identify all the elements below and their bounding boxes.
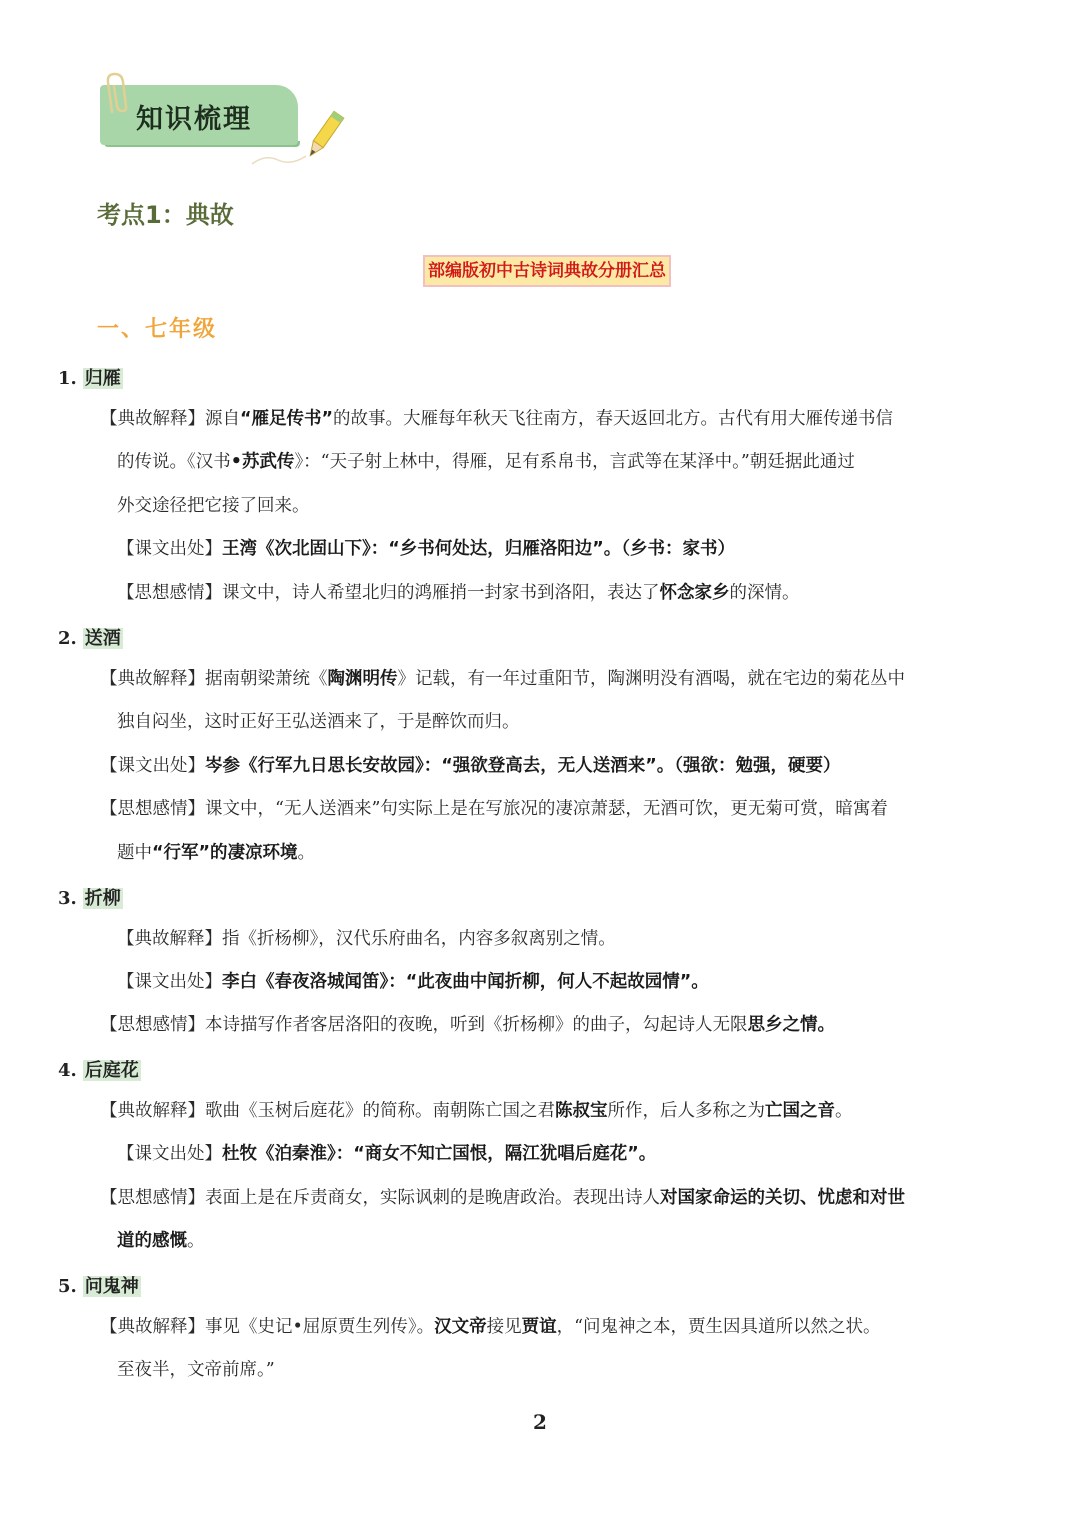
- text-line: 【思想感情】表面上是在斥责商女，实际讽刺的是晚唐政治。表现出诗人对国家命运的关切、忧虑和对世: [100, 1188, 905, 1208]
- text-line: 【典故解释】事见《史记•屈原贾生列传》。汉文帝接见贾谊，“问鬼神之本，贾生因具道所以然之状。: [100, 1317, 881, 1337]
- item-number: 4.: [58, 1060, 77, 1081]
- grade-heading: 一、七年级: [97, 317, 218, 342]
- item-title: 后庭花: [84, 1060, 139, 1081]
- item-title: 问鬼神: [84, 1276, 139, 1297]
- text-line: 【思想感情】本诗描写作者客居洛阳的夜晚，听到《折杨柳》的曲子，勾起诗人无限思乡之情。: [100, 1015, 835, 1035]
- item-heading: [58, 1056, 141, 1082]
- item-number: 2.: [58, 628, 77, 649]
- paperclip-icon: [104, 72, 144, 118]
- text-line: 【思想感情】课文中，诗人希望北归的鸿雁捎一封家书到洛阳，表达了怀念家乡的深情。: [117, 583, 800, 603]
- item-heading: [58, 624, 123, 650]
- item-number: 1.: [58, 368, 77, 389]
- page-number: 2: [533, 1410, 547, 1434]
- doodle-decoration: [250, 150, 310, 170]
- boxed-title: 部编版初中古诗词典故分册汇总: [423, 255, 671, 287]
- text-line: 【课文出处】李白《春夜洛城闻笛》：“此夜曲中闻折柳，何人不起故园情”。: [117, 972, 709, 992]
- text-line: 外交途径把它接了回来。: [117, 496, 310, 516]
- item-heading: [58, 1272, 141, 1298]
- section-heading: 考点1：典故: [97, 201, 234, 229]
- text-line: 独自闷坐，这时正好王弘送酒来了，于是醉饮而归。: [117, 712, 520, 732]
- item-heading: [58, 364, 123, 390]
- text-line: 【典故解释】歌曲《玉树后庭花》的简称。南朝陈亡国之君陈叔宝所作，后人多称之为亡国之音。: [100, 1101, 853, 1121]
- text-line: 题中“行军”的凄凉环境。: [117, 843, 316, 863]
- item-title: 归雁: [84, 368, 121, 389]
- banner-title: 知识梳理: [136, 104, 252, 135]
- text-line: 【课文出处】杜牧《泊秦淮》：“商女不知亡国恨，隔江犹唱后庭花”。: [117, 1144, 657, 1164]
- text-line: 至夜半，文帝前席。”: [117, 1360, 275, 1380]
- item-title: 送酒: [84, 628, 121, 649]
- text-line: 【典故解释】指《折杨柳》，汉代乐府曲名，内容多叙离别之情。: [117, 929, 616, 949]
- text-line: 【课文出处】王湾《次北固山下》：“乡书何处达，归雁洛阳边”。（乡书：家书）: [117, 539, 736, 559]
- text-line: 【典故解释】源自“雁足传书”的故事。大雁每年秋天飞往南方，春天返回北方。古代有用大雁传递书信: [100, 409, 894, 429]
- text-line: 【思想感情】课文中，“无人送酒来”句实际上是在写旅况的凄凉萧瑟，无酒可饮，更无菊可赏，暗寓着: [100, 799, 888, 819]
- item-heading: [58, 884, 123, 910]
- text-line: 【典故解释】据南朝梁萧统《陶渊明传》记载，有一年过重阳节，陶渊明没有酒喝，就在宅边的菊花丛中: [100, 669, 905, 689]
- text-line: 【课文出处】岑参《行军九日思长安故园》：“强欲登高去，无人送酒来”。（强欲：勉强，硬要）: [100, 756, 841, 776]
- item-number: 5.: [58, 1276, 77, 1297]
- text-line: 道的感慨。: [117, 1231, 205, 1251]
- item-title: 折柳: [84, 888, 121, 909]
- item-number: 3.: [58, 888, 77, 909]
- text-line: 的传说。《汉书•苏武传》：“天子射上林中，得雁，足有系帛书，言武等在某泽中。”朝廷据此通过: [117, 452, 855, 472]
